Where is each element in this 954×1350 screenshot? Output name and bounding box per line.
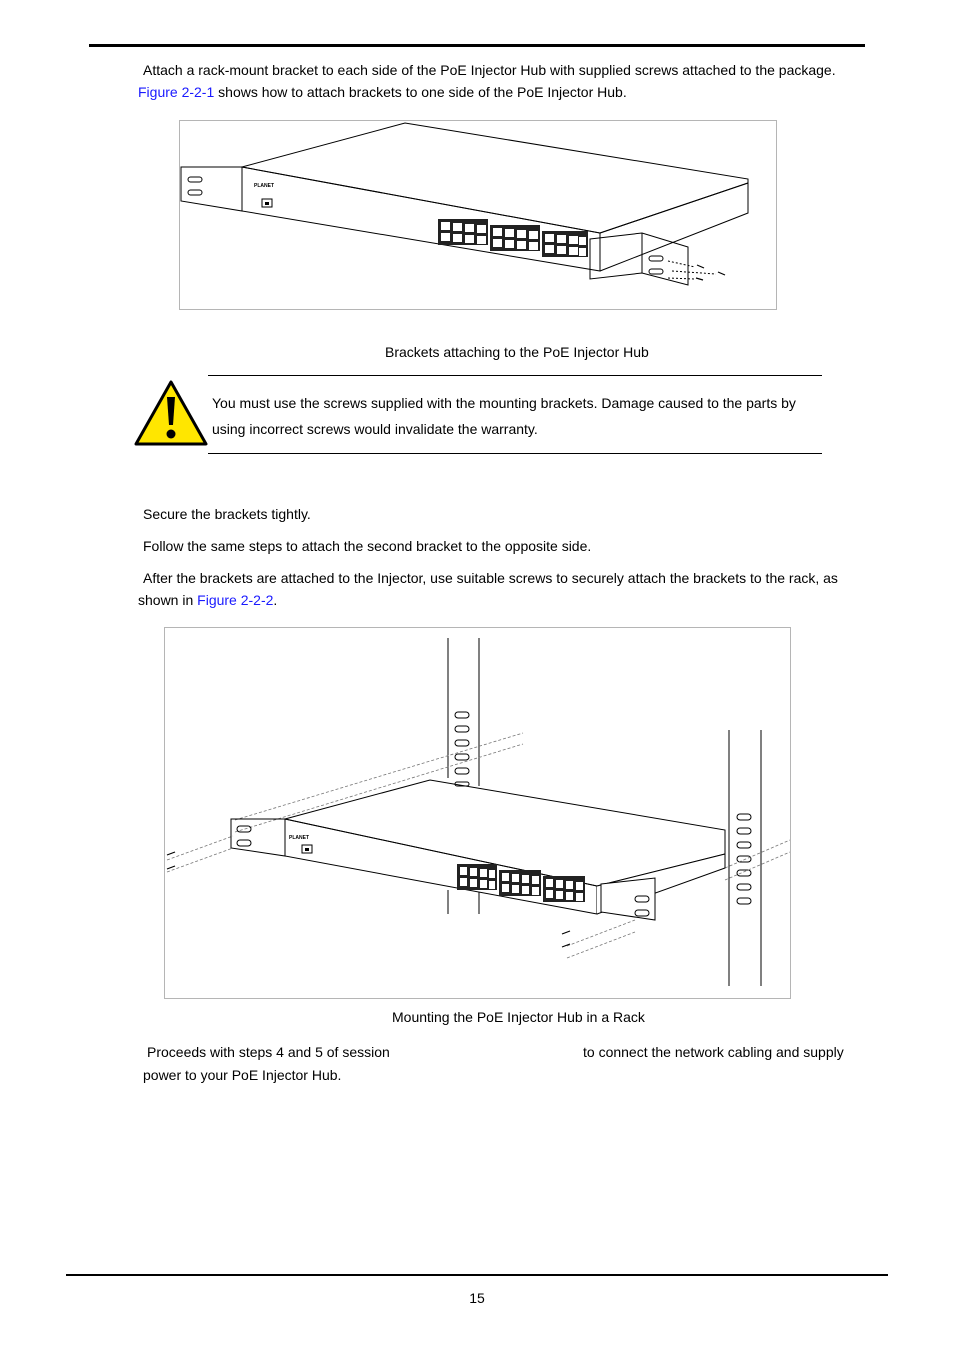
footer-rule <box>66 1274 888 1276</box>
figure-brackets-attaching <box>179 120 777 310</box>
step-after-pre: shown in <box>138 592 194 608</box>
proceeds-part-1: Proceeds with steps 4 and 5 of session <box>147 1044 390 1060</box>
rack-mount-illustration <box>165 628 790 998</box>
figure-2-caption: Mounting the PoE Injector Hub in a Rack <box>392 1009 645 1025</box>
intro-line-2-rest: shows how to attach brackets to one side of the PoE Injector Hub. <box>218 84 627 100</box>
caution-line-2: using incorrect screws would invalidate the warranty. <box>212 421 538 437</box>
step-after-line-1: After the brackets are attached to the Injector, use suitable screws to securely attach the brackets to the rack, as <box>143 570 838 586</box>
step-after-post: . <box>273 592 278 608</box>
note-top-rule <box>208 375 822 376</box>
proceeds-part-2: to connect the network cabling and supply <box>583 1044 844 1060</box>
figure-1-caption: Brackets attaching to the PoE Injector Hub <box>385 344 649 360</box>
intro-line-2 <box>138 81 627 103</box>
figure-2-2-1-link[interactable]: Figure 2-2-1 <box>138 84 215 100</box>
caution-line-1: You must use the screws supplied with the mounting brackets. Damage caused to the parts by <box>212 395 796 411</box>
header-rule <box>89 44 865 47</box>
proceeds-line-2: power to your PoE Injector Hub. <box>143 1067 342 1083</box>
planet-logo-2: PLANET <box>289 835 309 841</box>
warning-icon <box>133 379 209 447</box>
note-bottom-rule <box>208 453 822 454</box>
step-secure: Secure the brackets tightly. <box>143 506 311 522</box>
step-after-line-2 <box>138 589 277 611</box>
hub-bracket-illustration <box>180 121 776 309</box>
intro-line-1: Attach a rack-mount bracket to each side of the PoE Injector Hub with supplied screws attached to the package. <box>143 62 836 78</box>
planet-logo: PLANET <box>254 183 274 189</box>
figure-rack-mounting <box>164 627 791 999</box>
page-number: 15 <box>469 1290 485 1306</box>
step-follow: Follow the same steps to attach the second bracket to the opposite side. <box>143 538 592 554</box>
figure-2-2-2-link[interactable]: Figure 2-2-2 <box>197 592 274 608</box>
